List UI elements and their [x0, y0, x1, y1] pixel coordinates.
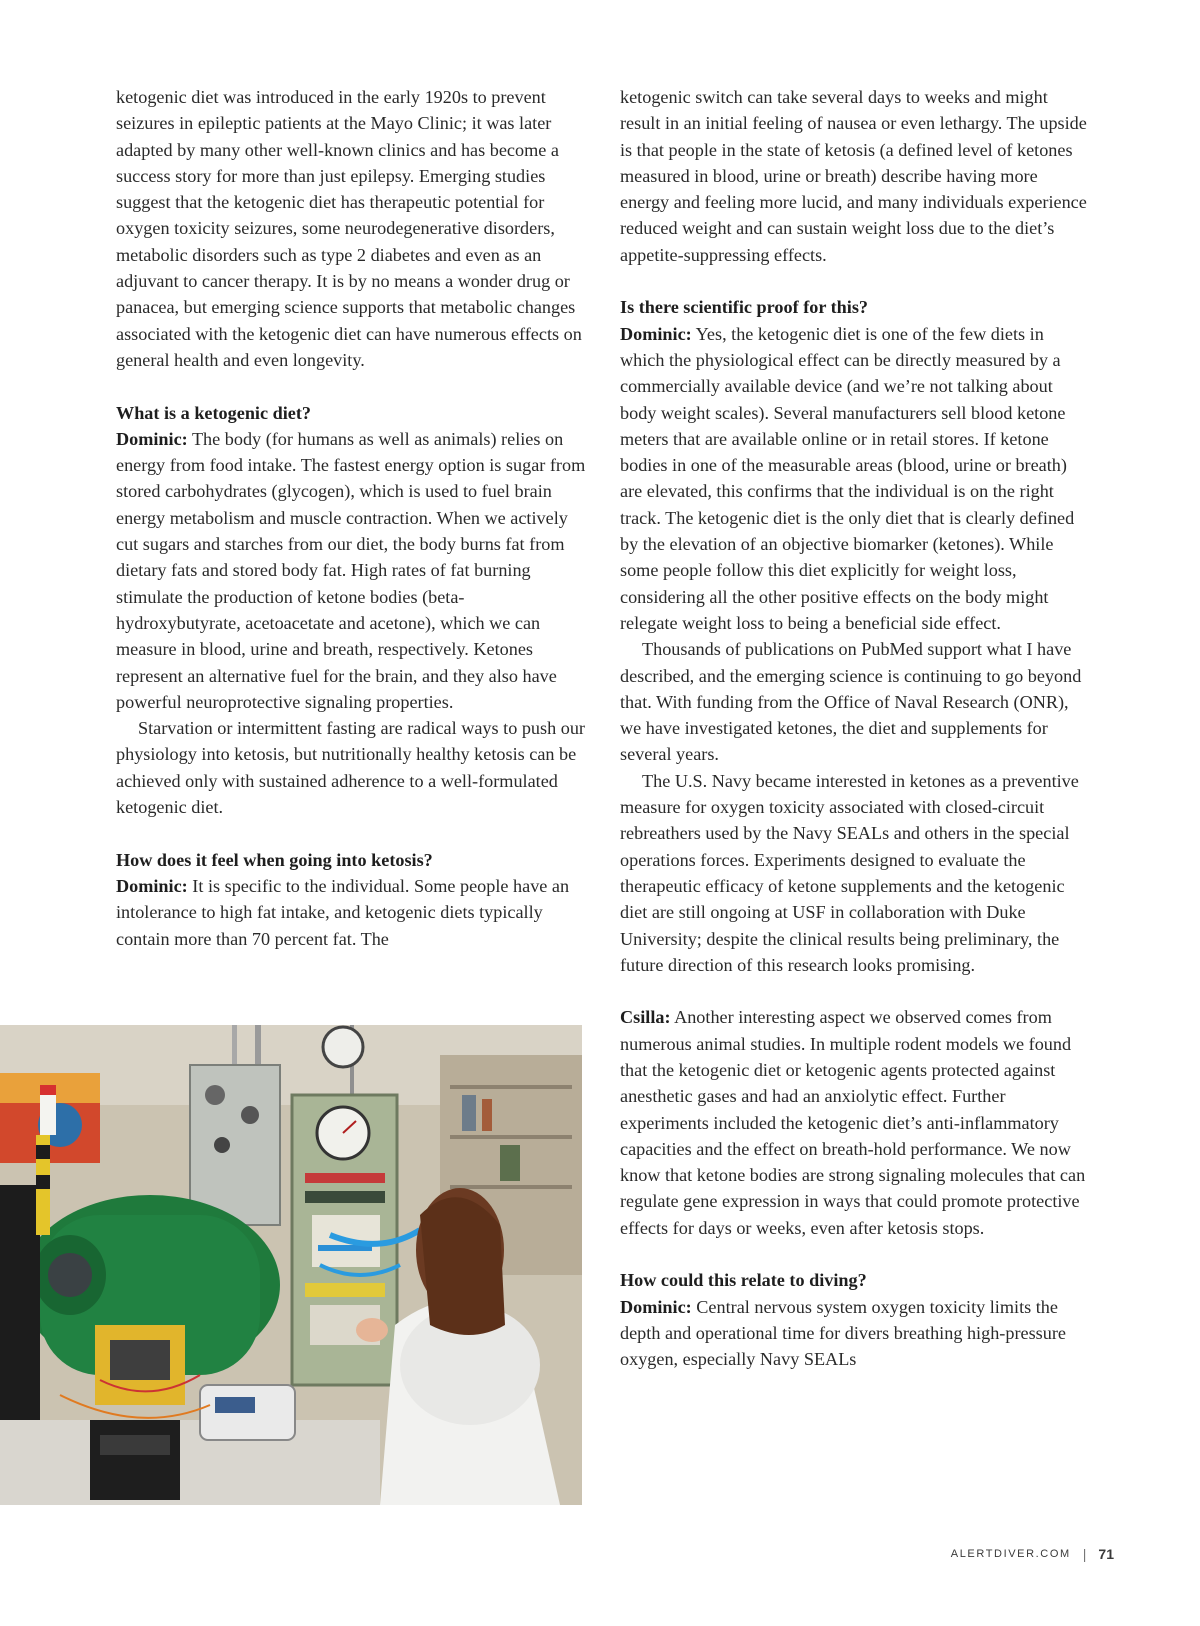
answer-paragraph [116, 426, 586, 715]
footer-separator: | [1082, 1546, 1087, 1562]
question-heading [620, 1267, 1090, 1293]
answer-text: Yes, the ketogenic diet is one of the few diets in which the physiological effect can be directly measured by a commercially available device (and we’re not talking about body weight scales). Several manufacturers sell blood ketone meters that are available online or in retail stores. If ketone bodies in one of the measurable areas (blood, urine or breath) are elevated, this confirms that the individual is on the right track. The ketogenic diet is the only diet that is clearly defined by the elevation of an objective biomarker (ketones). While some people follow this diet explicitly for weight loss, considering all the other positive effects on the body might relegate weight loss to being a beneficial side effect. [620, 323, 1075, 633]
left-column [116, 84, 586, 952]
question-text: How could this relate to diving? [620, 1270, 867, 1291]
answer-paragraph [620, 1294, 1090, 1373]
speaker-name: Dominic: [116, 428, 188, 449]
answer-text: It is specific to the individual. Some people have an intolerance to high fat intake, and ketogenic diets typically contain more than 70 percent fat. The [116, 875, 570, 949]
site-url: ALERTDIVER.COM [950, 1548, 1071, 1560]
question-text: Is there scientific proof for this? [620, 297, 869, 318]
paragraph: The U.S. Navy became interested in ketones as a preventive measure for oxygen toxicity associated with closed-circuit rebreathers used by the Navy SEALs and others in the special operations forces. Experiments designed to evaluate the therapeutic efficacy of ketone supplements and the ketogenic diet are still ongoing at USF in collaboration with Duke University; despite the clinical results being preliminary, the future direction of this research looks promising. [620, 770, 1079, 975]
paragraph-gap [116, 820, 586, 846]
page-footer [951, 1546, 1114, 1562]
paragraph-gap [620, 1241, 1090, 1267]
paragraph: ketogenic diet was introduced in the early 1920s to prevent seizures in epileptic patients at the Mayo Clinic; it was later adapted by many other well-known clinics and has become a success story for more than just epilepsy. Emerging studies suggest that the ketogenic diet has therapeutic potential for oxygen toxicity seizures, some neurodegenerative disorders, metabolic disorders such as type 2 diabetes and even as an adjuvant to cancer therapy. It is by no means a wonder drug or panacea, but emerging science supports that metabolic changes associated with the ketogenic diet can have numerous effects on general health and even longevity. [116, 87, 582, 370]
paragraph: Starvation or intermittent fasting are radical ways to push our physiology into ketosis, but nutritionally healthy ketosis can be achieved only with sustained adherence to a well-formulated ketogenic diet. [116, 718, 585, 818]
question-heading [116, 400, 586, 426]
paragraph: ketogenic switch can take several days to weeks and might result in an initial feeling of nausea or even lethargy. The upside is that people in the state of ketosis (a defined level of ketones measured in blood, urine or breath) describe having more energy and feeling more lucid, and many individuals experience reduced weight and can sustain weight loss due to the diet’s appetite-suppressing effects. [620, 87, 1087, 265]
answer-paragraph [620, 1004, 1090, 1241]
question-text: What is a ketogenic diet? [116, 402, 312, 423]
answer-text: The body (for humans as well as animals) relies on energy from food intake. The fastest energy option is sugar from stored carbohydrates (glycogen), which is used to fuel brain energy metabolism and muscle contraction. When we actively cut sugars and starches from our diet, the body burns fat from dietary fats and stored body fat. High rates of fat burning stimulate the production of ketone bodies (beta-hydroxybutyrate, acetoacetate and acetone), which we can measure in blood, urine and breath, respectively. Ketones represent an alternative fuel for the brain, and they also have powerful neuroprotective signaling properties. [116, 428, 586, 712]
speaker-name: Dominic: [620, 1296, 692, 1317]
paragraph-gap [620, 268, 1090, 294]
question-heading [620, 294, 1090, 320]
question-heading [116, 847, 586, 873]
paragraph-gap [620, 978, 1090, 1004]
paragraph-gap [116, 373, 586, 399]
right-column [620, 84, 1090, 1373]
question-text: How does it feel when going into ketosis? [116, 849, 433, 870]
answer-paragraph [620, 321, 1090, 637]
lab-photo [0, 1025, 582, 1505]
speaker-name: Dominic: [116, 875, 188, 896]
answer-paragraph [116, 873, 586, 952]
speaker-name: Csilla: [620, 1007, 671, 1028]
lab-photo-icon [0, 1025, 582, 1505]
page-number: 71 [1098, 1546, 1114, 1562]
speaker-name: Dominic: [620, 323, 692, 344]
answer-text: Another interesting aspect we observed comes from numerous animal studies. In multiple rodent models we found that the ketogenic diet or ketogenic agents protected against anesthetic gases and had an anxiolytic effect. Further experiments included the ketogenic diet’s anti-inflammatory capacities and the effect on breath-hold performance. We now know that ketone bodies are strong signaling molecules that can regulate gene expression in ways that could promote protective effects for days or weeks, even after ketosis stops. [620, 1007, 1086, 1238]
paragraph: Thousands of publications on PubMed support what I have described, and the emerging science is continuing to go beyond that. With funding from the Office of Naval Research (ONR), we have investigated ketones, the diet and supplements for several years. [620, 639, 1082, 765]
answer-text: Central nervous system oxygen toxicity limits the depth and operational time for divers breathing high-pressure oxygen, especially Navy SEALs [620, 1296, 1066, 1370]
